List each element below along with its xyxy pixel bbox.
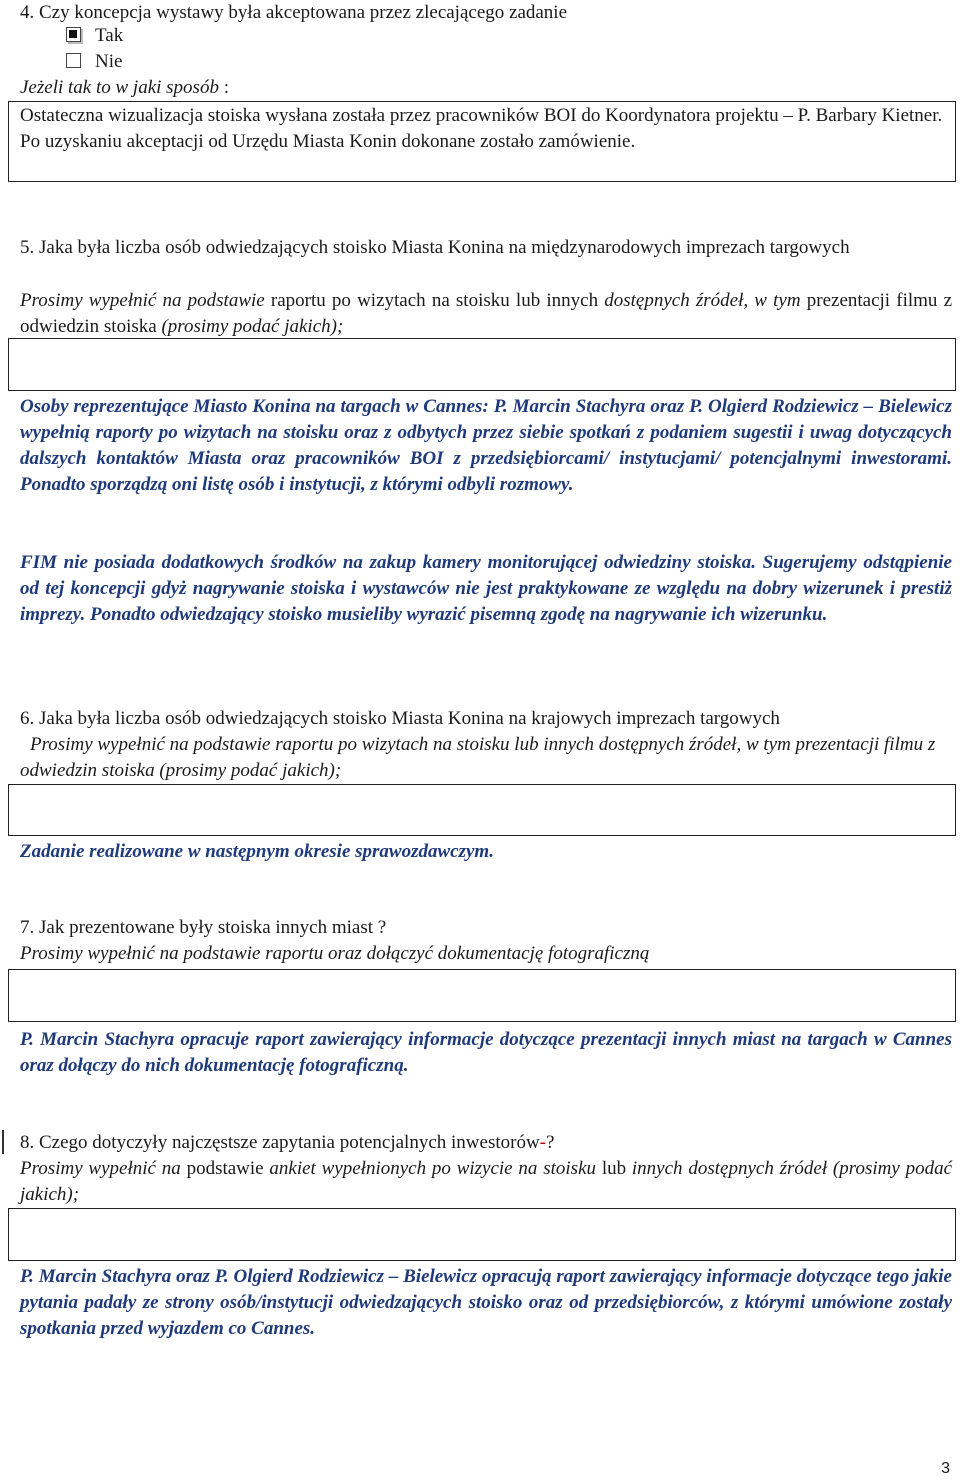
q8-question-mark: -: [539, 1132, 546, 1153]
page-number: 3: [941, 1460, 950, 1477]
q8-question-text: 8. Czego dotyczyły najczęstsze zapytania potencjalnych inwestorów: [20, 1132, 540, 1153]
q8-answer-box[interactable]: [8, 1208, 956, 1261]
q4-prompt-text: Jeżeli tak to w jaki sposób: [20, 77, 219, 98]
empty-checkbox-icon[interactable]: [66, 53, 81, 68]
q4-option-no-label: Nie: [95, 51, 123, 72]
q7-answer-box[interactable]: [8, 969, 956, 1022]
q8-instruction: [20, 1156, 952, 1208]
checked-checkbox-icon[interactable]: [66, 27, 81, 42]
q8-answer: P. Marcin Stachyra oraz P. Olgierd Rodziewicz – Bielewicz opracują raport zawierający informacje dotyczące tego jakie pytania padały ze strony osób/instytucji odwiedzających stoisko oraz od przedsiębiorców, z którymi umówione zostały spotkania przed wyjazdem co Cannes.: [20, 1266, 952, 1339]
q4-answer: Ostateczna wizualizacja stoiska wysłana została przez pracowników BOI do Koordynatora projektu – P. Barbary Kietner. Po uzyskaniu akceptacji od Urzędu Miasta Konin dokonane zostało zamówienie.: [20, 105, 943, 152]
q8-instruction-part: podstawie: [186, 1158, 270, 1179]
q6-answer: Zadanie realizowane w następnym okresie sprawozdawczym.: [20, 841, 494, 862]
q5-answer-2: FIM nie posiada dodatkowych środków na zakup kamery monitorującej odwiedziny stoiska. Sugerujemy odstąpienie od tej koncepcji gdyż nagrywanie stoiska i wystawców nie jest praktykowane ze względu na dobry wizerunek i prestiż imprezy. Ponadto odwiedzający stoisko musieliby wyrazić pisemną zgodę na nagrywanie ich wizerunku.: [20, 552, 952, 625]
q8-instruction-part: ankiet wypełnionych po wizycie na stoisku: [269, 1158, 602, 1179]
q8-instruction-part: Prosimy wypełnić na: [20, 1158, 187, 1179]
q8-question-end: ?: [546, 1132, 555, 1153]
q5-instruction-part: dostępnych źródeł, w tym: [604, 290, 801, 311]
q5-instruction-part: raportu po wizytach na stoisku lub innych: [270, 290, 605, 311]
q4-option-yes-label: Tak: [95, 25, 124, 46]
q7-question: 7. Jak prezentowane były stoiska innych miast ?: [20, 917, 387, 938]
change-bar: [2, 1130, 4, 1154]
q4-option-no[interactable]: [66, 49, 122, 75]
q4-option-yes[interactable]: [66, 23, 123, 49]
q7-instruction: Prosimy wypełnić na podstawie raportu oraz dołączyć dokumentację fotograficzną: [20, 943, 650, 964]
q4-prompt: [20, 75, 952, 101]
q5-instruction-part: prezentacji filmu z odwiedzin stoiska: [20, 290, 953, 337]
q5-answer-1: Osoby reprezentujące Miasto Konina na targach w Cannes: P. Marcin Stachyra oraz P. Olgierd Rodziewicz – Bielewicz wypełnią raporty po wizytach na stoisku oraz z odbytych przez siebie spotkań z podaniem sugestii i uwag dotyczących dalszych kontaktów Miasta oraz pracowników BOI z przedsiębiorcami/ instytucjami/ potencjalnymi inwestorami. Ponadto sporządzą oni listę osób i instytucji, z którymi odbyli rozmowy.: [20, 396, 952, 495]
q7-answer: P. Marcin Stachyra opracuje raport zawierający informacje dotyczące prezentacji innych miast na targach w Cannes oraz dołączy do nich dokumentację fotograficzną.: [20, 1029, 952, 1076]
q4-prompt-suffix: :: [218, 77, 229, 98]
q5-question: 5. Jaka była liczba osób odwiedzających stoisko Miasta Konina na międzynarodowych imprezach targowych: [20, 237, 850, 258]
q8-instruction-part: lub: [601, 1158, 632, 1179]
q8-question: [20, 1130, 952, 1156]
q8-instruction-part: innych dostępnych źródeł (prosimy podać jakich);: [20, 1158, 953, 1205]
q4-question: 4. Czy koncepcja wystawy była akceptowana przez zlecającego zadanie: [20, 2, 568, 23]
q6-answer-box[interactable]: [8, 784, 956, 836]
q5-answer-box[interactable]: [8, 338, 956, 391]
q5-instruction-part: Prosimy wypełnić na podstawie: [20, 290, 271, 311]
q5-instruction-part: (prosimy podać jakich);: [161, 316, 344, 337]
q6-question: 6. Jaka była liczba osób odwiedzających stoisko Miasta Konina na krajowych imprezach targowych: [20, 708, 780, 729]
q6-instruction: Prosimy wypełnić na podstawie raportu po wizytach na stoisku lub innych dostępnych źródeł, w tym prezentacji filmu z odwiedzin stoiska (prosimy podać jakich);: [20, 734, 936, 781]
q5-instruction: [20, 288, 952, 340]
